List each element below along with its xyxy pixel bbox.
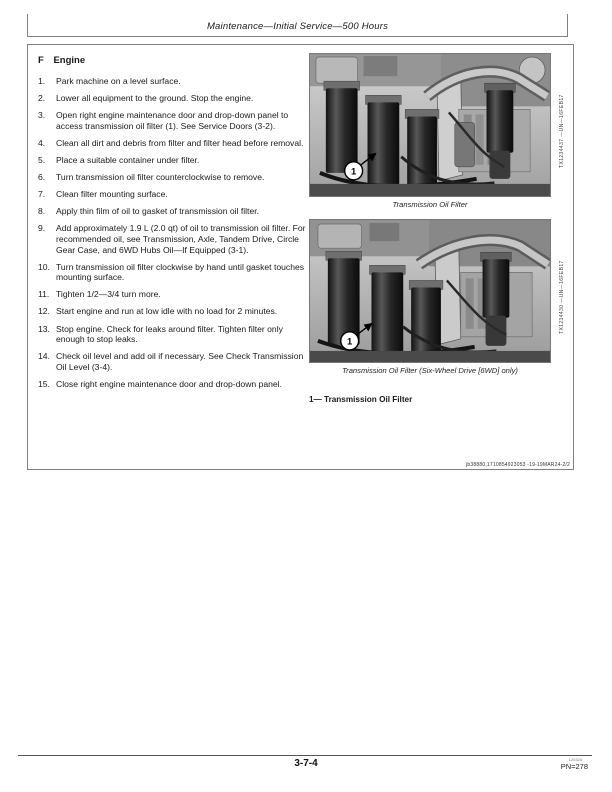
step-number: 10. <box>38 261 50 272</box>
step-text: Start engine and run at low idle with no load for 2 minutes. <box>56 306 278 317</box>
step-item <box>38 76 308 87</box>
step-item <box>38 189 308 200</box>
step-item <box>38 172 308 183</box>
step-number: 4. <box>38 137 46 148</box>
step-number: 15. <box>38 378 50 389</box>
step-text: Turn transmission oil filter counterclockwise to remove. <box>56 172 265 183</box>
section-revision-id: jb38880,1710854923053 -19-19MAR24-2/2 <box>466 462 570 468</box>
step-text: Clean all dirt and debris from filter and filter head before removal. <box>56 137 304 148</box>
step-number: 9. <box>38 223 46 234</box>
step-number: 14. <box>38 351 50 362</box>
footer-pn: PN=278 <box>560 762 588 771</box>
engine-compartment-photo <box>309 53 551 197</box>
step-number: 3. <box>38 110 46 121</box>
procedure-steps <box>38 76 308 389</box>
step-text: Tighten 1/2—3/4 turn more. <box>56 289 161 300</box>
section-letter: F <box>38 55 44 66</box>
step-text: Apply thin film of oil to gasket of transmission oil filter. <box>56 206 259 217</box>
step-number: 2. <box>38 93 46 104</box>
step-item <box>38 306 308 317</box>
figure-transmission-oil-filter <box>309 53 565 209</box>
step-text: Close right engine maintenance door and drop-down panel. <box>56 378 282 389</box>
step-number: 6. <box>38 172 46 183</box>
step-number: 5. <box>38 154 46 165</box>
step-text: Park machine on a level surface. <box>56 76 181 86</box>
step-text: Lower all equipment to the ground. Stop the engine. <box>56 93 254 104</box>
step-text: Open right engine maintenance door and drop-down panel to access transmission oil filter (1). See Service Doors (3-2). <box>56 110 289 131</box>
step-text: Clean filter mounting surface. <box>56 189 168 200</box>
running-header-title: Maintenance—Initial Service—500 Hours <box>206 21 389 32</box>
step-item <box>38 138 308 149</box>
step-text: Place a suitable container under filter. <box>56 154 200 165</box>
step-item <box>38 289 308 300</box>
content-box <box>27 44 574 470</box>
step-item <box>38 110 308 131</box>
figure-credit: TX1234437 —UN—16FEB17 <box>559 94 565 168</box>
step-text: Stop engine. Check for leaks around filter. Tighten filter only enough to stop leaks. <box>56 323 283 345</box>
figure-transmission-oil-filter-6wd <box>309 219 565 375</box>
step-number: 11. <box>38 289 50 300</box>
step-number: 12. <box>38 306 50 317</box>
step-text: Turn transmission oil filter clockwise by hand until gasket touches mounting surface. <box>56 261 305 283</box>
figures-column <box>309 53 565 404</box>
step-item <box>38 379 308 390</box>
step-text: Add approximately 1.9 L (2.0 qt) of oil to transmission oil filter. For recommended oil, see Transmission, Axle, Tandem Drive, Circle Gear Case, and 6WD Hubs Oil—If Equipped (3-1). <box>56 223 306 255</box>
step-number: 8. <box>38 206 46 217</box>
callout-legend: 1— Transmission Oil Filter <box>309 395 413 404</box>
step-item <box>38 262 308 283</box>
footer-rule <box>18 755 592 756</box>
step-item <box>38 93 308 104</box>
step-item <box>38 223 308 255</box>
step-number: 7. <box>38 189 46 200</box>
section-heading <box>38 55 308 66</box>
section-title: Engine <box>53 55 86 66</box>
step-number: 1. <box>38 76 46 86</box>
engine-compartment-photo-6wd <box>309 219 551 363</box>
figure-credit: TX1234430 —UN—16FEB17 <box>559 260 565 334</box>
figure-caption: Transmission Oil Filter <box>392 200 468 209</box>
running-header <box>27 14 568 37</box>
step-item <box>38 324 308 345</box>
footer-page-number: 3-7-4 <box>294 758 318 769</box>
figure-caption: Transmission Oil Filter (Six-Wheel Drive [6WD] only) <box>342 366 518 375</box>
step-item <box>38 351 308 372</box>
step-item <box>38 155 308 166</box>
step-text: Check oil level and add oil if necessary. See Check Transmission Oil Level (3-4). <box>56 351 304 372</box>
step-number: 13. <box>38 323 50 334</box>
footer-date-code: 120324 <box>568 757 582 762</box>
callout-label: 1 <box>347 336 353 348</box>
callout-label: 1 <box>351 166 357 178</box>
procedure-column <box>38 55 308 396</box>
step-item <box>38 206 308 217</box>
